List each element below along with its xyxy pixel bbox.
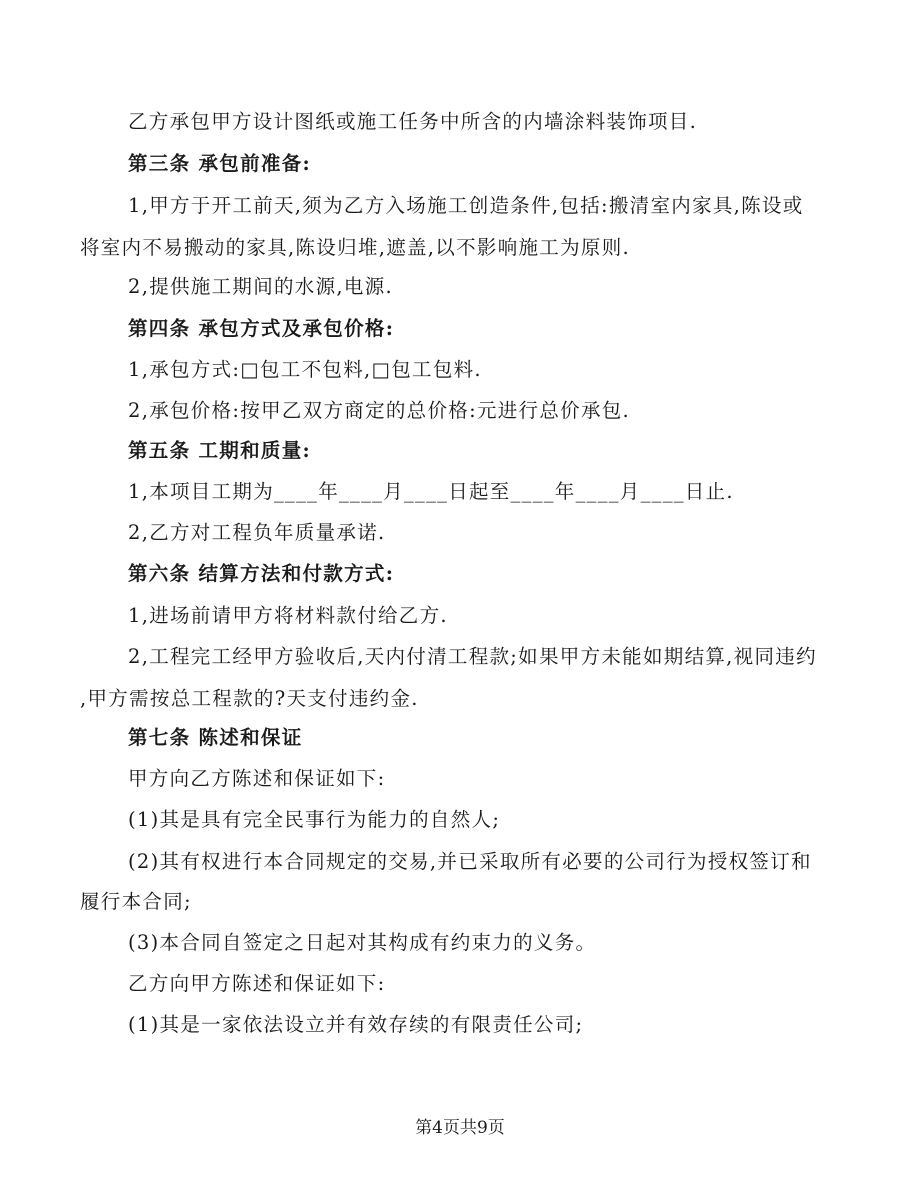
clause-6-1: 1,进场前请甲方将材料款付给乙方.: [128, 604, 448, 627]
clause-6-2-continued: ,甲方需按总工程款的?天支付违约金.: [80, 687, 419, 710]
party-a-intro: 甲方向乙方陈述和保证如下:: [128, 767, 386, 790]
clause-3-1: 1,甲方于开工前天,须为乙方入场施工创造条件,包括:搬清室内家具,陈设或: [128, 194, 804, 217]
party-b-intro: 乙方向甲方陈述和保证如下:: [128, 972, 386, 995]
clause-3-1-continued: 将室内不易搬动的家具,陈设归堆,遮盖,以不影响施工为原则.: [80, 236, 630, 259]
party-b-item-1: (1)其是一家依法设立并有效存续的有限责任公司;: [128, 1013, 584, 1036]
heading-article-3: 第三条 承包前准备:: [128, 152, 311, 175]
clause-6-2: 2,工程完工经甲方验收后,天内付清工程款;如果甲方未能如期结算,视同违约: [128, 645, 817, 668]
page-number: 第4页共9页: [415, 1118, 505, 1138]
clause-5-2: 2,乙方对工程负年质量承诺.: [128, 521, 386, 544]
paragraph-scope: 乙方承包甲方设计图纸或施工任务中所含的内墙涂料装饰项目.: [128, 110, 698, 133]
clause-5-1: 1,本项目工期为____年____月____日起至____年____月____日止.: [128, 480, 734, 503]
heading-article-6: 第六条 结算方法和付款方式:: [128, 562, 395, 585]
party-a-item-3: (3)本合同自签定之日起对其构成有约束力的义务。: [128, 931, 597, 954]
clause-4-1: 1,承包方式:□包工不包料,□包工包料.: [128, 358, 482, 381]
heading-article-7: 第七条 陈述和保证: [128, 726, 303, 749]
party-a-item-2: (2)其有权进行本合同规定的交易,并已采取所有必要的公司行为授权签订和: [128, 850, 812, 873]
heading-article-4: 第四条 承包方式及承包价格:: [128, 317, 395, 340]
heading-article-5: 第五条 工期和质量:: [128, 439, 311, 462]
party-a-item-1: (1)其是具有完全民事行为能力的自然人;: [128, 808, 501, 831]
party-a-item-2-continued: 履行本合同;: [80, 890, 192, 913]
clause-3-2: 2,提供施工期间的水源,电源.: [128, 275, 394, 298]
clause-4-2: 2,承包价格:按甲乙双方商定的总价格:元进行总价承包.: [128, 399, 631, 422]
